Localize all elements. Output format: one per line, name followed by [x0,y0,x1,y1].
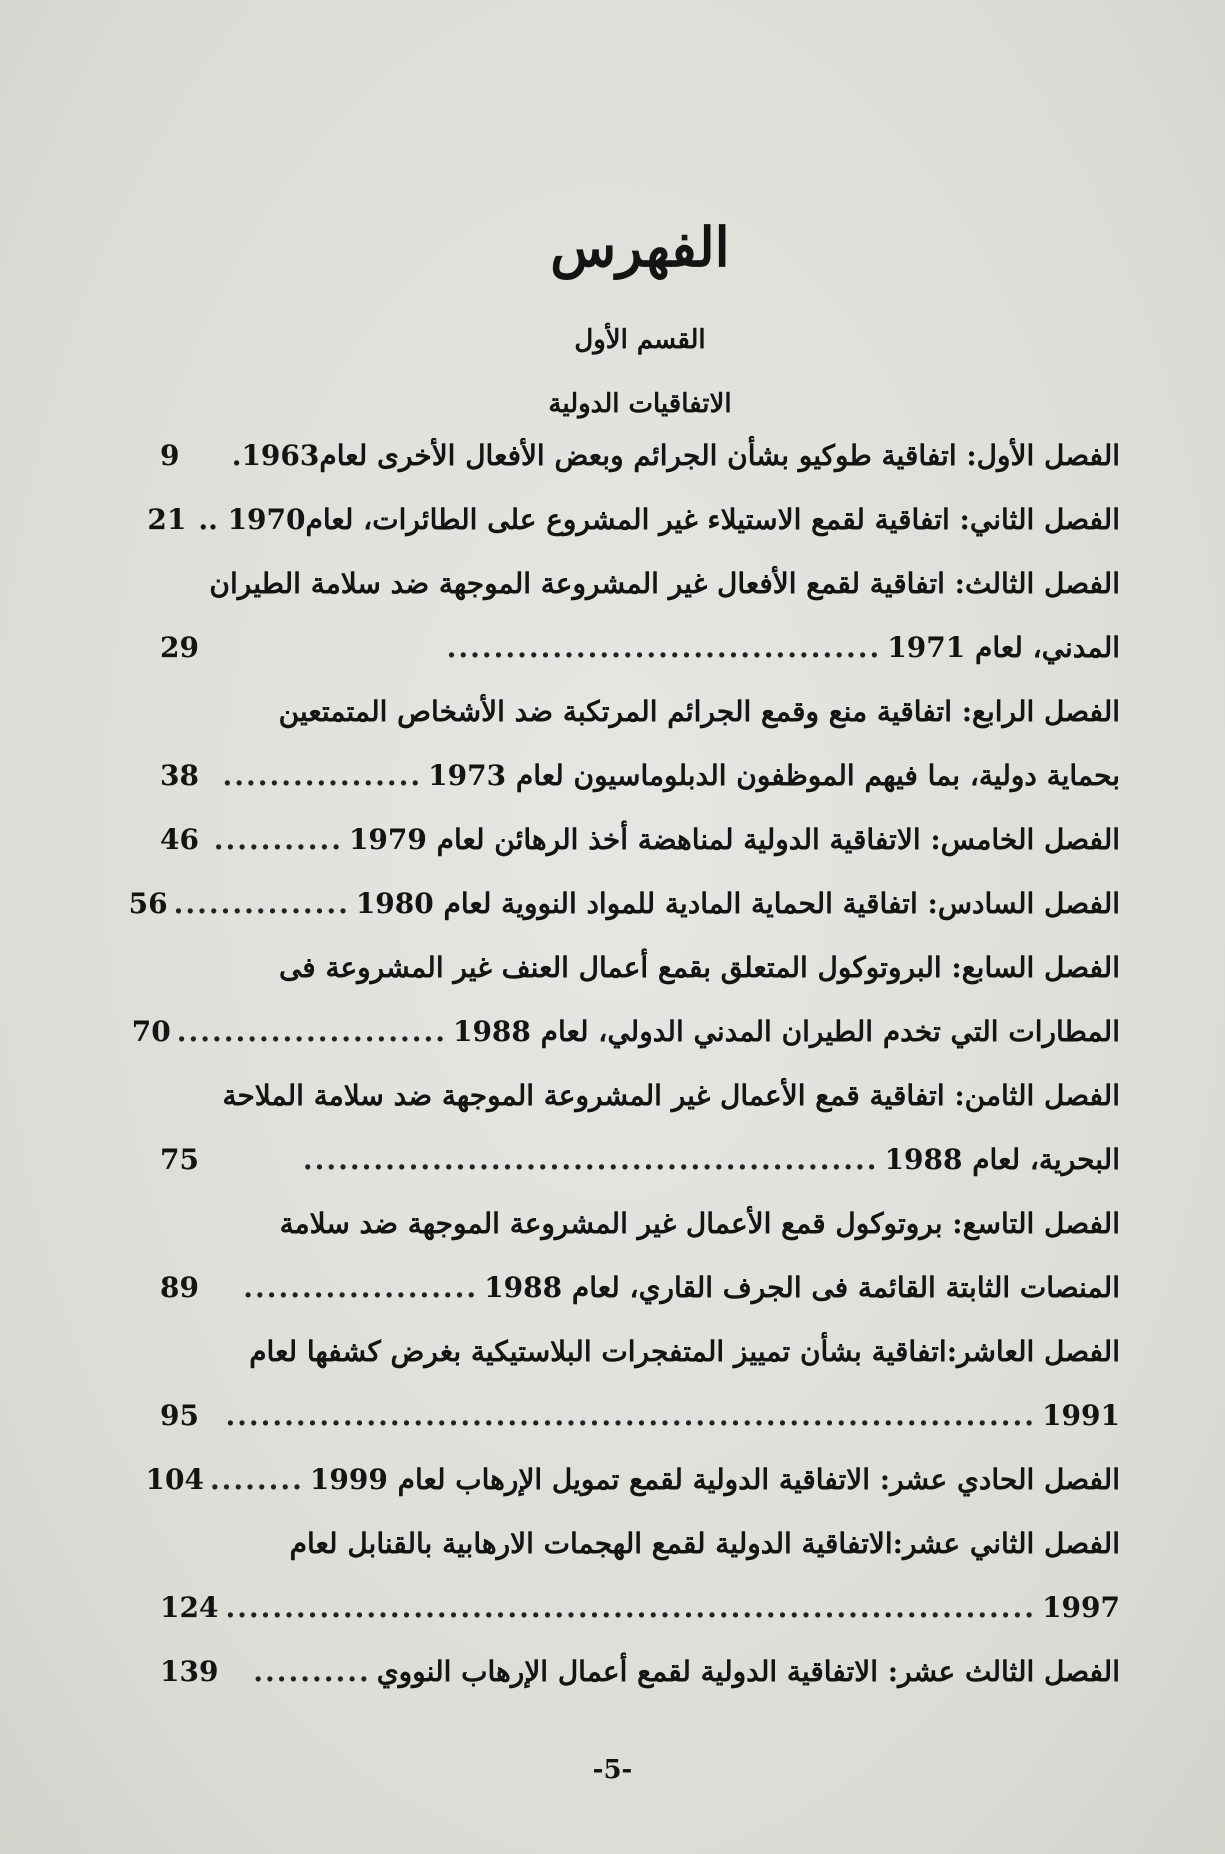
toc-entry-line [160,1064,1120,1128]
toc-entry-line [160,616,1120,680]
entry-title-text: البحرية، لعام 1988 [884,1143,1120,1176]
leader-dots: .......... [253,1655,371,1688]
toc-entry [160,552,1120,680]
entry-title-text: 1991 [1042,1399,1120,1432]
toc-entry [147,488,1120,552]
toc-entry-line [160,424,1120,488]
leader-dots: ................. [222,759,423,792]
entry-title-text: الفصل الأول: اتفاقية طوكيو بشأن الجرائم وبعض الأفعال الأخرى لعام1963. [231,439,1120,472]
entry-title-text: الفصل الرابع: اتفاقية منع وقمع الجرائم المرتكبة ضد الأشخاص المتمتعين [278,695,1120,728]
entry-page-number: 38 [160,759,199,792]
toc-entry-line [128,872,1120,936]
leader-dots: ........ [209,1463,304,1496]
toc-entry [160,1192,1120,1320]
toc-entry [160,1320,1120,1448]
entry-page-number: 9 [160,439,180,472]
table-of-contents [128,212,1120,1704]
toc-entry-line [160,1384,1120,1448]
entry-title-text: الفصل الثاني: اتفاقية لقمع الاستيلاء غير المشروع على الطائرات، لعام1970 .. [198,503,1120,536]
entry-title-text: الفصل الخامس: الاتفاقية الدولية لمناهضة أخذ الرهائن لعام 1979 [348,823,1120,856]
leader-dots: ..................................... [446,631,882,664]
toc-entry-line [160,680,1120,744]
toc-entry-line [160,744,1120,808]
toc-entry-line [160,552,1120,616]
entry-page-number: 89 [160,1271,199,1304]
leader-dots: ....................... [176,1015,447,1048]
leader-dots: ................................................. [302,1143,879,1176]
toc-entry [160,808,1120,872]
toc-entry-line [160,936,1120,1000]
section-heading: القسم الأول [574,325,706,355]
toc-entry-line [147,488,1120,552]
entry-title-text: الفصل الثالث عشر: الاتفاقية الدولية لقمع أعمال الإرهاب النووي [376,1655,1120,1688]
entry-page-number: 75 [160,1143,199,1176]
toc-entry [145,1448,1120,1512]
page-title: الفهرس [550,215,730,279]
entry-title-text: 1997 [1042,1591,1120,1624]
entry-title-text: المنصات الثابتة القائمة فى الجرف القاري، لعام 1988 [484,1271,1120,1304]
leader-dots: ........... [213,823,343,856]
toc-entry-line [160,1640,1120,1704]
toc-entry-line [160,1256,1120,1320]
entry-title-text: بحماية دولية، بما فيهم الموظفون الدبلوماسيون لعام 1973 [428,759,1120,792]
entry-page-number: 29 [160,631,199,664]
toc-entry-line [131,1000,1120,1064]
toc-entries [128,424,1120,1704]
toc-entry-line [160,1512,1120,1576]
page-number: -5- [592,1755,633,1785]
entry-title-text: الفصل الثالث: اتفاقية لقمع الأفعال غير المشروعة الموجهة ضد سلامة الطيران [209,567,1120,600]
toc-entry [160,1512,1120,1640]
toc-entry-line [160,808,1120,872]
entry-page-number: 95 [160,1399,199,1432]
entry-page-number: 104 [145,1463,204,1496]
entry-title-text: الفصل العاشر:اتفاقية بشأن تمييز المتفجرات البلاستيكية بغرض كشفها لعام [249,1335,1120,1368]
leader-dots: .................... [243,1271,479,1304]
leader-dots: ..................................................................... [225,1591,1037,1624]
entry-title-text: الفصل الثاني عشر:الاتفاقية الدولية لقمع الهجمات الارهابية بالقنابل لعام [289,1527,1120,1560]
entry-title-text: الفصل الحادي عشر: الاتفاقية الدولية لقمع تمويل الإرهاب لعام 1999 [309,1463,1120,1496]
toc-entry-line [160,1128,1120,1192]
entry-title-text: الفصل التاسع: بروتوكول قمع الأعمال غير المشروعة الموجهة ضد سلامة [279,1207,1120,1240]
toc-entry [128,872,1120,936]
leader-dots: ..................................................................... [225,1399,1037,1432]
toc-entry-line [160,1192,1120,1256]
entry-page-number: 139 [160,1655,219,1688]
toc-entry [131,936,1120,1064]
toc-entry [160,680,1120,808]
entry-page-number: 56 [128,887,168,920]
entry-title-text: الفصل السابع: البروتوكول المتعلق بقمع أعمال العنف غير المشروعة فى [278,951,1120,984]
subsection-heading: الاتفاقيات الدولية [548,389,732,419]
entry-title-text: المطارات التي تخدم الطيران المدني الدولي، لعام 1988 [452,1015,1120,1048]
entry-title-text: المدني، لعام 1971 [887,631,1120,664]
toc-entry [160,1640,1120,1704]
toc-entry [160,424,1120,488]
entry-page-number: 46 [160,823,199,856]
leader-dots: ............... [173,887,350,920]
toc-entry-line [160,1320,1120,1384]
toc-entry-line [145,1448,1120,1512]
toc-entry-line [160,1576,1120,1640]
entry-page-number: 21 [147,503,187,536]
entry-title-text: الفصل الثامن: اتفاقية قمع الأعمال غير المشروعة الموجهة ضد سلامة الملاحة [222,1079,1120,1112]
entry-page-number: 70 [131,1015,171,1048]
entry-page-number: 124 [160,1591,219,1624]
entry-title-text: الفصل السادس: اتفاقية الحماية المادية للمواد النووية لعام 1980 [355,887,1120,920]
toc-entry [160,1064,1120,1192]
